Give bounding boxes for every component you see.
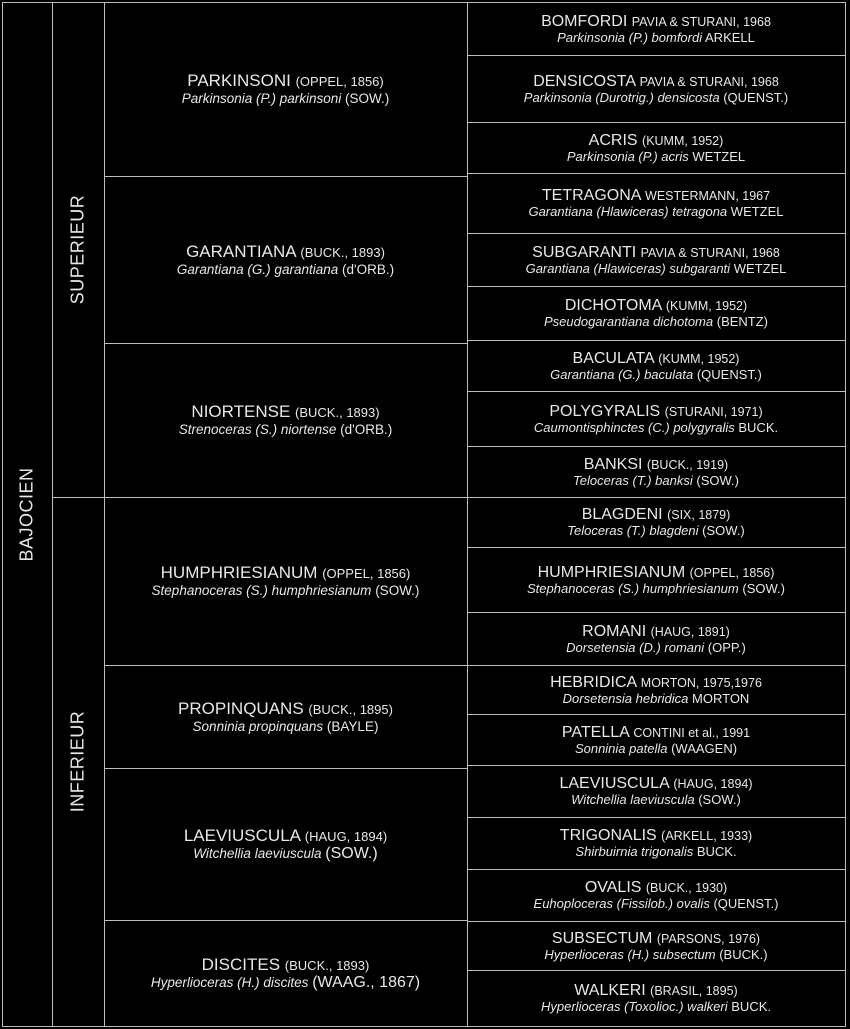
subzone-author: (PARSONS, 1976) bbox=[656, 931, 761, 946]
zone-index-species bbox=[179, 422, 392, 438]
zone-cell bbox=[104, 665, 467, 768]
subzone-author: CONTINI et al., 1991 bbox=[633, 725, 751, 740]
border-bottom bbox=[2, 1026, 846, 1027]
substage-superieur bbox=[52, 2, 104, 497]
subzone-title bbox=[542, 187, 770, 205]
subzone-author: (SIX, 1879) bbox=[667, 508, 731, 522]
subzone-species: Pseudogarantiana dichotoma bbox=[543, 314, 714, 329]
subzone-species-author: WETZEL bbox=[733, 260, 787, 276]
substage-superieur-text: SUPERIEUR bbox=[67, 194, 88, 305]
zone-species-author: (d'ORB.) bbox=[342, 261, 395, 277]
subzone-species-author: (SOW.) bbox=[696, 472, 739, 488]
subzone-species-author: BUCK. bbox=[696, 844, 737, 859]
subzone-index-species bbox=[526, 262, 787, 276]
subzone-title bbox=[552, 930, 760, 948]
subzone-name: BLAGDENI bbox=[581, 506, 663, 523]
subzone-name: OVALIS bbox=[584, 879, 642, 896]
zone-title bbox=[187, 71, 383, 91]
zone-author: (HAUG, 1894) bbox=[304, 829, 388, 844]
subzone-cell bbox=[467, 714, 845, 765]
subzone-author: (HAUG, 1894) bbox=[673, 777, 753, 791]
subzone-index-species bbox=[566, 641, 746, 655]
subzone-species-author: (WAAGEN) bbox=[671, 740, 738, 756]
subzone-index-species bbox=[528, 205, 783, 219]
zone-cell bbox=[104, 768, 467, 920]
subzone-title bbox=[574, 982, 737, 1000]
subzone-species: Sonninia patella bbox=[574, 740, 668, 756]
subzone-index-species bbox=[573, 474, 739, 488]
subzone-index-species bbox=[575, 742, 737, 756]
subzone-species: Garantiana (Hlawiceras) tetragona bbox=[528, 204, 728, 219]
zone-name: LAEVIUSCULA bbox=[183, 826, 301, 845]
subzone-name: HUMPHRIESIANUM bbox=[537, 563, 686, 581]
subzone-title bbox=[550, 674, 762, 692]
zone-title bbox=[186, 242, 385, 262]
stage-label bbox=[2, 2, 52, 1026]
subzone-name: ACRIS bbox=[588, 131, 638, 149]
subzone-title bbox=[538, 564, 775, 582]
substage-inferieur bbox=[52, 497, 104, 1026]
subzone-cell bbox=[467, 340, 845, 391]
subzone-index-species bbox=[563, 692, 750, 706]
zone-species: Sonninia propinquans bbox=[192, 718, 324, 734]
subzone-author: (OPPEL, 1856) bbox=[689, 565, 775, 580]
subzone-species-author: (BUCK.) bbox=[719, 946, 768, 962]
subzone-title bbox=[533, 73, 779, 91]
zone-cell bbox=[104, 497, 467, 665]
subzone-cell bbox=[467, 869, 845, 921]
subzone-author: (KUMM, 1952) bbox=[642, 133, 724, 148]
subzone-title bbox=[559, 775, 752, 793]
zone-name: GARANTIANA bbox=[186, 241, 296, 261]
subzone-author: (KUMM, 1952) bbox=[658, 351, 740, 366]
zone-cell bbox=[104, 343, 467, 497]
subzone-species-author: ARKELL bbox=[705, 29, 755, 45]
subzone-index-species bbox=[567, 150, 745, 164]
zone-species-author: (WAAG., 1867) bbox=[312, 974, 421, 991]
zone-name: PROPINQUANS bbox=[178, 698, 304, 718]
subzone-species: Teloceras (T.) banksi bbox=[573, 472, 693, 488]
zone-author: (BUCK., 1895) bbox=[308, 701, 393, 717]
subzone-cell bbox=[467, 497, 845, 547]
subzone-title bbox=[585, 879, 727, 897]
subzone-index-species bbox=[571, 793, 741, 807]
subzone-index-species bbox=[575, 845, 736, 859]
subzone-title bbox=[560, 827, 752, 845]
zone-species: Witchellia laeviuscula bbox=[193, 846, 322, 861]
subzone-species-author: (QUENST.) bbox=[713, 896, 779, 911]
subzone-index-species bbox=[534, 897, 779, 911]
subzone-cell bbox=[467, 391, 845, 446]
subzone-species: Stephanoceras (S.) humphriesianum bbox=[527, 580, 739, 596]
subzone-cell bbox=[467, 612, 845, 665]
zone-cell bbox=[104, 176, 467, 343]
subzone-cell bbox=[467, 122, 845, 173]
subzone-cell bbox=[467, 55, 845, 122]
subzone-index-species bbox=[524, 91, 788, 105]
subzone-species-author: WETZEL bbox=[692, 148, 746, 164]
zone-title bbox=[202, 955, 370, 975]
subzone-name: BACULATA bbox=[572, 349, 654, 367]
subzone-name: TRIGONALIS bbox=[559, 827, 657, 844]
subzone-title bbox=[532, 244, 780, 262]
subzone-species: Witchellia laeviuscula bbox=[571, 792, 695, 807]
subzone-name: ROMANI bbox=[582, 622, 647, 640]
subzone-index-species bbox=[541, 1000, 771, 1014]
subzone-author: (KUMM, 1952) bbox=[665, 299, 748, 313]
subzone-species: Parkinsonia (P.) acris bbox=[566, 148, 689, 164]
subzone-species-author: (SOW.) bbox=[702, 523, 745, 538]
subzone-index-species bbox=[534, 421, 778, 435]
subzone-index-species bbox=[567, 524, 745, 538]
zone-index-species bbox=[177, 262, 394, 278]
subzone-species-author: BUCK. bbox=[731, 999, 771, 1014]
subzone-title bbox=[584, 456, 728, 474]
subzone-index-species bbox=[527, 582, 785, 596]
subzone-author: (ARKELL, 1933) bbox=[661, 829, 753, 843]
zone-species: Stephanoceras (S.) humphriesianum bbox=[151, 583, 372, 598]
subzone-name: POLYGYRALIS bbox=[549, 402, 661, 420]
subzone-name: DENSICOSTA bbox=[533, 72, 636, 90]
zone-title bbox=[161, 563, 411, 583]
subzone-cell bbox=[467, 547, 845, 612]
subzone-species-author: (SOW.) bbox=[698, 792, 741, 807]
subzone-title bbox=[541, 13, 771, 31]
subzone-title bbox=[562, 724, 750, 742]
zone-species: Parkinsonia (P.) parkinsoni bbox=[181, 91, 342, 106]
subzone-species: Dorsetensia (D.) romani bbox=[566, 639, 705, 655]
zone-title bbox=[191, 402, 379, 422]
subzone-species: Garantiana (Hlawiceras) subgaranti bbox=[525, 260, 731, 276]
zone-title bbox=[178, 699, 393, 719]
subzone-title bbox=[573, 350, 740, 368]
subzone-species: Shirbuirnia trigonalis bbox=[575, 844, 694, 859]
subzone-name: HEBRIDICA bbox=[550, 673, 637, 691]
subzone-name: SUBGARANTI bbox=[532, 243, 637, 261]
subzone-cell bbox=[467, 173, 845, 233]
zone-species-author: (d'ORB.) bbox=[340, 422, 393, 437]
zone-author: (OPPEL, 1856) bbox=[322, 566, 411, 581]
subzone-author: WESTERMANN, 1967 bbox=[645, 189, 771, 203]
subzone-name: BANKSI bbox=[583, 455, 643, 473]
zone-index-species bbox=[182, 91, 390, 107]
zone-species: Hyperlioceras (H.) discites bbox=[150, 975, 309, 990]
subzone-species-author: (QUENST.) bbox=[696, 366, 762, 382]
zone-species: Garantiana (G.) garantiana bbox=[176, 261, 339, 277]
subzone-species-author: (BENTZ) bbox=[716, 314, 769, 329]
subzone-name: LAEVIUSCULA bbox=[559, 775, 669, 792]
zone-title bbox=[184, 826, 387, 846]
subzone-cell bbox=[467, 233, 845, 286]
subzone-cell bbox=[467, 286, 845, 340]
subzone-cell bbox=[467, 446, 845, 497]
zone-index-species bbox=[193, 846, 377, 862]
subzone-species: Teloceras (T.) blagdeni bbox=[567, 523, 699, 538]
subzone-cell bbox=[467, 765, 845, 817]
subzone-name: SUBSECTUM bbox=[551, 929, 653, 947]
subzone-index-species bbox=[544, 315, 768, 329]
subzone-title bbox=[549, 403, 762, 421]
subzone-species-author: BUCK. bbox=[738, 419, 779, 435]
subzone-author: (STURANI, 1971) bbox=[664, 404, 763, 419]
subzone-name: BOMFORDI bbox=[541, 12, 628, 30]
subzone-cell bbox=[467, 665, 845, 714]
zone-author: (BUCK., 1893) bbox=[295, 405, 380, 420]
subzone-name: DICHOTOMA bbox=[564, 297, 662, 314]
zone-species-author: (BAYLE) bbox=[326, 718, 379, 734]
subzone-title bbox=[582, 623, 730, 641]
zone-author: (OPPEL, 1856) bbox=[295, 74, 384, 89]
subzone-index-species bbox=[544, 948, 767, 962]
subzone-species-author: (QUENST.) bbox=[723, 89, 789, 105]
subzone-author: MORTON, 1975,1976 bbox=[640, 675, 762, 690]
subzone-cell bbox=[467, 817, 845, 869]
substage-inferieur-text: INFERIEUR bbox=[67, 710, 88, 813]
subzone-cell bbox=[467, 2, 845, 55]
subzone-species: Hyperlioceras (Toxolioc.) walkeri bbox=[541, 999, 728, 1014]
subzone-index-species bbox=[557, 31, 755, 45]
subzone-species: Parkinsonia (P.) bomfordi bbox=[557, 29, 703, 45]
subzone-cell bbox=[467, 921, 845, 970]
zone-name: NIORTENSE bbox=[191, 402, 291, 421]
subzone-species-author: (OPP.) bbox=[707, 639, 746, 655]
zone-cell bbox=[104, 2, 467, 176]
zone-name: PARKINSONI bbox=[187, 71, 291, 90]
subzone-name: WALKERI bbox=[574, 982, 646, 999]
subzone-title bbox=[589, 132, 724, 150]
zone-species-author: (SOW.) bbox=[325, 845, 378, 862]
subzone-title bbox=[565, 297, 747, 315]
zone-species-author: (SOW.) bbox=[375, 583, 420, 598]
subzone-species: Garantiana (G.) baculata bbox=[550, 366, 694, 382]
subzone-author: PAVIA & STURANI, 1968 bbox=[640, 245, 780, 260]
zone-index-species bbox=[193, 719, 379, 735]
subzone-species: Hyperlioceras (H.) subsectum bbox=[544, 946, 716, 962]
subzone-author: PAVIA & STURANI, 1968 bbox=[631, 14, 771, 29]
subzone-cell bbox=[467, 970, 845, 1026]
subzone-author: (BUCK., 1919) bbox=[646, 457, 729, 472]
subzone-author: PAVIA & STURANI, 1968 bbox=[639, 74, 779, 89]
zone-name: DISCITES bbox=[201, 955, 281, 974]
subzone-author: (HAUG, 1891) bbox=[650, 624, 730, 639]
subzone-title bbox=[582, 506, 731, 524]
zone-index-species bbox=[152, 583, 420, 599]
subzone-index-species bbox=[550, 368, 762, 382]
subzone-species: Caumontisphinctes (C.) polygyralis bbox=[533, 419, 735, 435]
zone-cell bbox=[104, 920, 467, 1026]
zone-name: HUMPHRIESIANUM bbox=[160, 563, 318, 582]
subzone-author: (BRASIL, 1895) bbox=[650, 984, 738, 998]
zone-author: (BUCK., 1893) bbox=[300, 244, 385, 260]
subzone-name: PATELLA bbox=[561, 723, 629, 741]
subzone-species: Dorsetensia hebridica bbox=[562, 690, 689, 706]
subzone-species-author: MORTON bbox=[692, 690, 750, 706]
zone-species: Strenoceras (S.) niortense bbox=[178, 422, 337, 437]
subzone-species: Parkinsonia (Durotrig.) densicosta bbox=[523, 89, 720, 105]
subzone-species: Euhoploceras (Fissilob.) ovalis bbox=[533, 896, 710, 911]
zone-author: (BUCK., 1893) bbox=[284, 958, 370, 973]
subzone-name: TETRAGONA bbox=[541, 187, 641, 204]
subzone-species-author: WETZEL bbox=[730, 204, 784, 219]
subzone-species-author: (SOW.) bbox=[742, 580, 785, 596]
zone-index-species bbox=[151, 975, 420, 991]
stage-name: BAJOCIEN bbox=[16, 466, 37, 562]
subzone-author: (BUCK., 1930) bbox=[645, 881, 728, 895]
border-right bbox=[845, 2, 846, 1027]
zone-species-author: (SOW.) bbox=[345, 91, 390, 106]
